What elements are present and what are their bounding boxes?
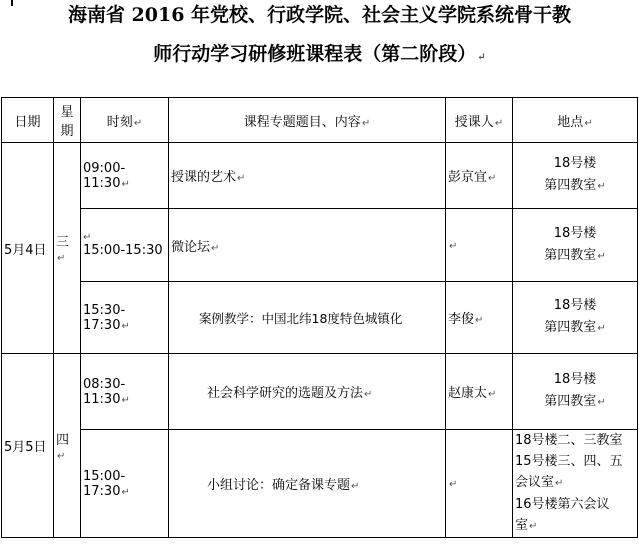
header-weekday: 星期 [54,98,81,143]
location-cell: 18号楼 第四教室↵ [513,143,638,209]
location-cell: 18号楼 第四教室↵ [513,209,638,282]
location-cell: 18号楼 第四教室↵ [513,282,638,354]
header-topic: 课程专题题目、内容↵ [169,98,446,143]
header-row [2,98,638,143]
teacher-cell: 李俊↵ [446,282,513,354]
teacher-cell: ↵ [446,209,513,282]
table-row [2,143,638,209]
table-row [2,282,638,354]
weekday-cell: 四↵ [54,354,81,538]
location-cell: 18号楼二、三教室 15号楼三、四、五 会议室↵ 16号楼第六会议 室↵ [513,430,638,538]
title-line-2: 师行动学习研修班课程表（第二阶段）↵ [153,43,486,65]
weekday-cell: 三↵ [54,143,81,354]
time-cell: 08:30-11:30↵ [81,354,169,430]
header-time: 时刻↵ [81,98,169,143]
header-date: 日期 [2,98,54,143]
topic-cell: 小组讨论：确定备课专题↵ [169,430,446,538]
topic-cell: 授课的艺术↵ [169,143,446,209]
date-cell: 5月4日 [2,143,54,354]
location-cell: 18号楼 第四教室↵ [513,354,638,430]
header-teacher: 授课人↵ [446,98,513,143]
time-cell: 09:00-11:30↵ [81,143,169,209]
time-cell: ↵ 15:00-15:30 [81,209,169,282]
date-cell: 5月5日 [2,354,54,538]
table-row [2,209,638,282]
title-line-1: 海南省 2016 年党校、行政学院、社会主义学院系统骨干教 [67,4,572,26]
header-location: 地点↵ [513,98,638,143]
topic-cell: 社会科学研究的选题及方法↵ [169,354,446,430]
topic-cell: 微论坛↵ [169,209,446,282]
teacher-cell: ↵ [446,430,513,538]
time-cell: 15:00-17:30↵ [81,430,169,538]
topic-cell: 案例教学：中国北纬18度特色城镇化 [169,282,446,354]
teacher-cell: 彭京宜↵ [446,143,513,209]
table-row [2,430,638,538]
schedule-table [1,97,638,538]
time-cell: 15:30-17:30↵ [81,282,169,354]
table-row [2,354,638,430]
teacher-cell: 赵康太↵ [446,354,513,430]
